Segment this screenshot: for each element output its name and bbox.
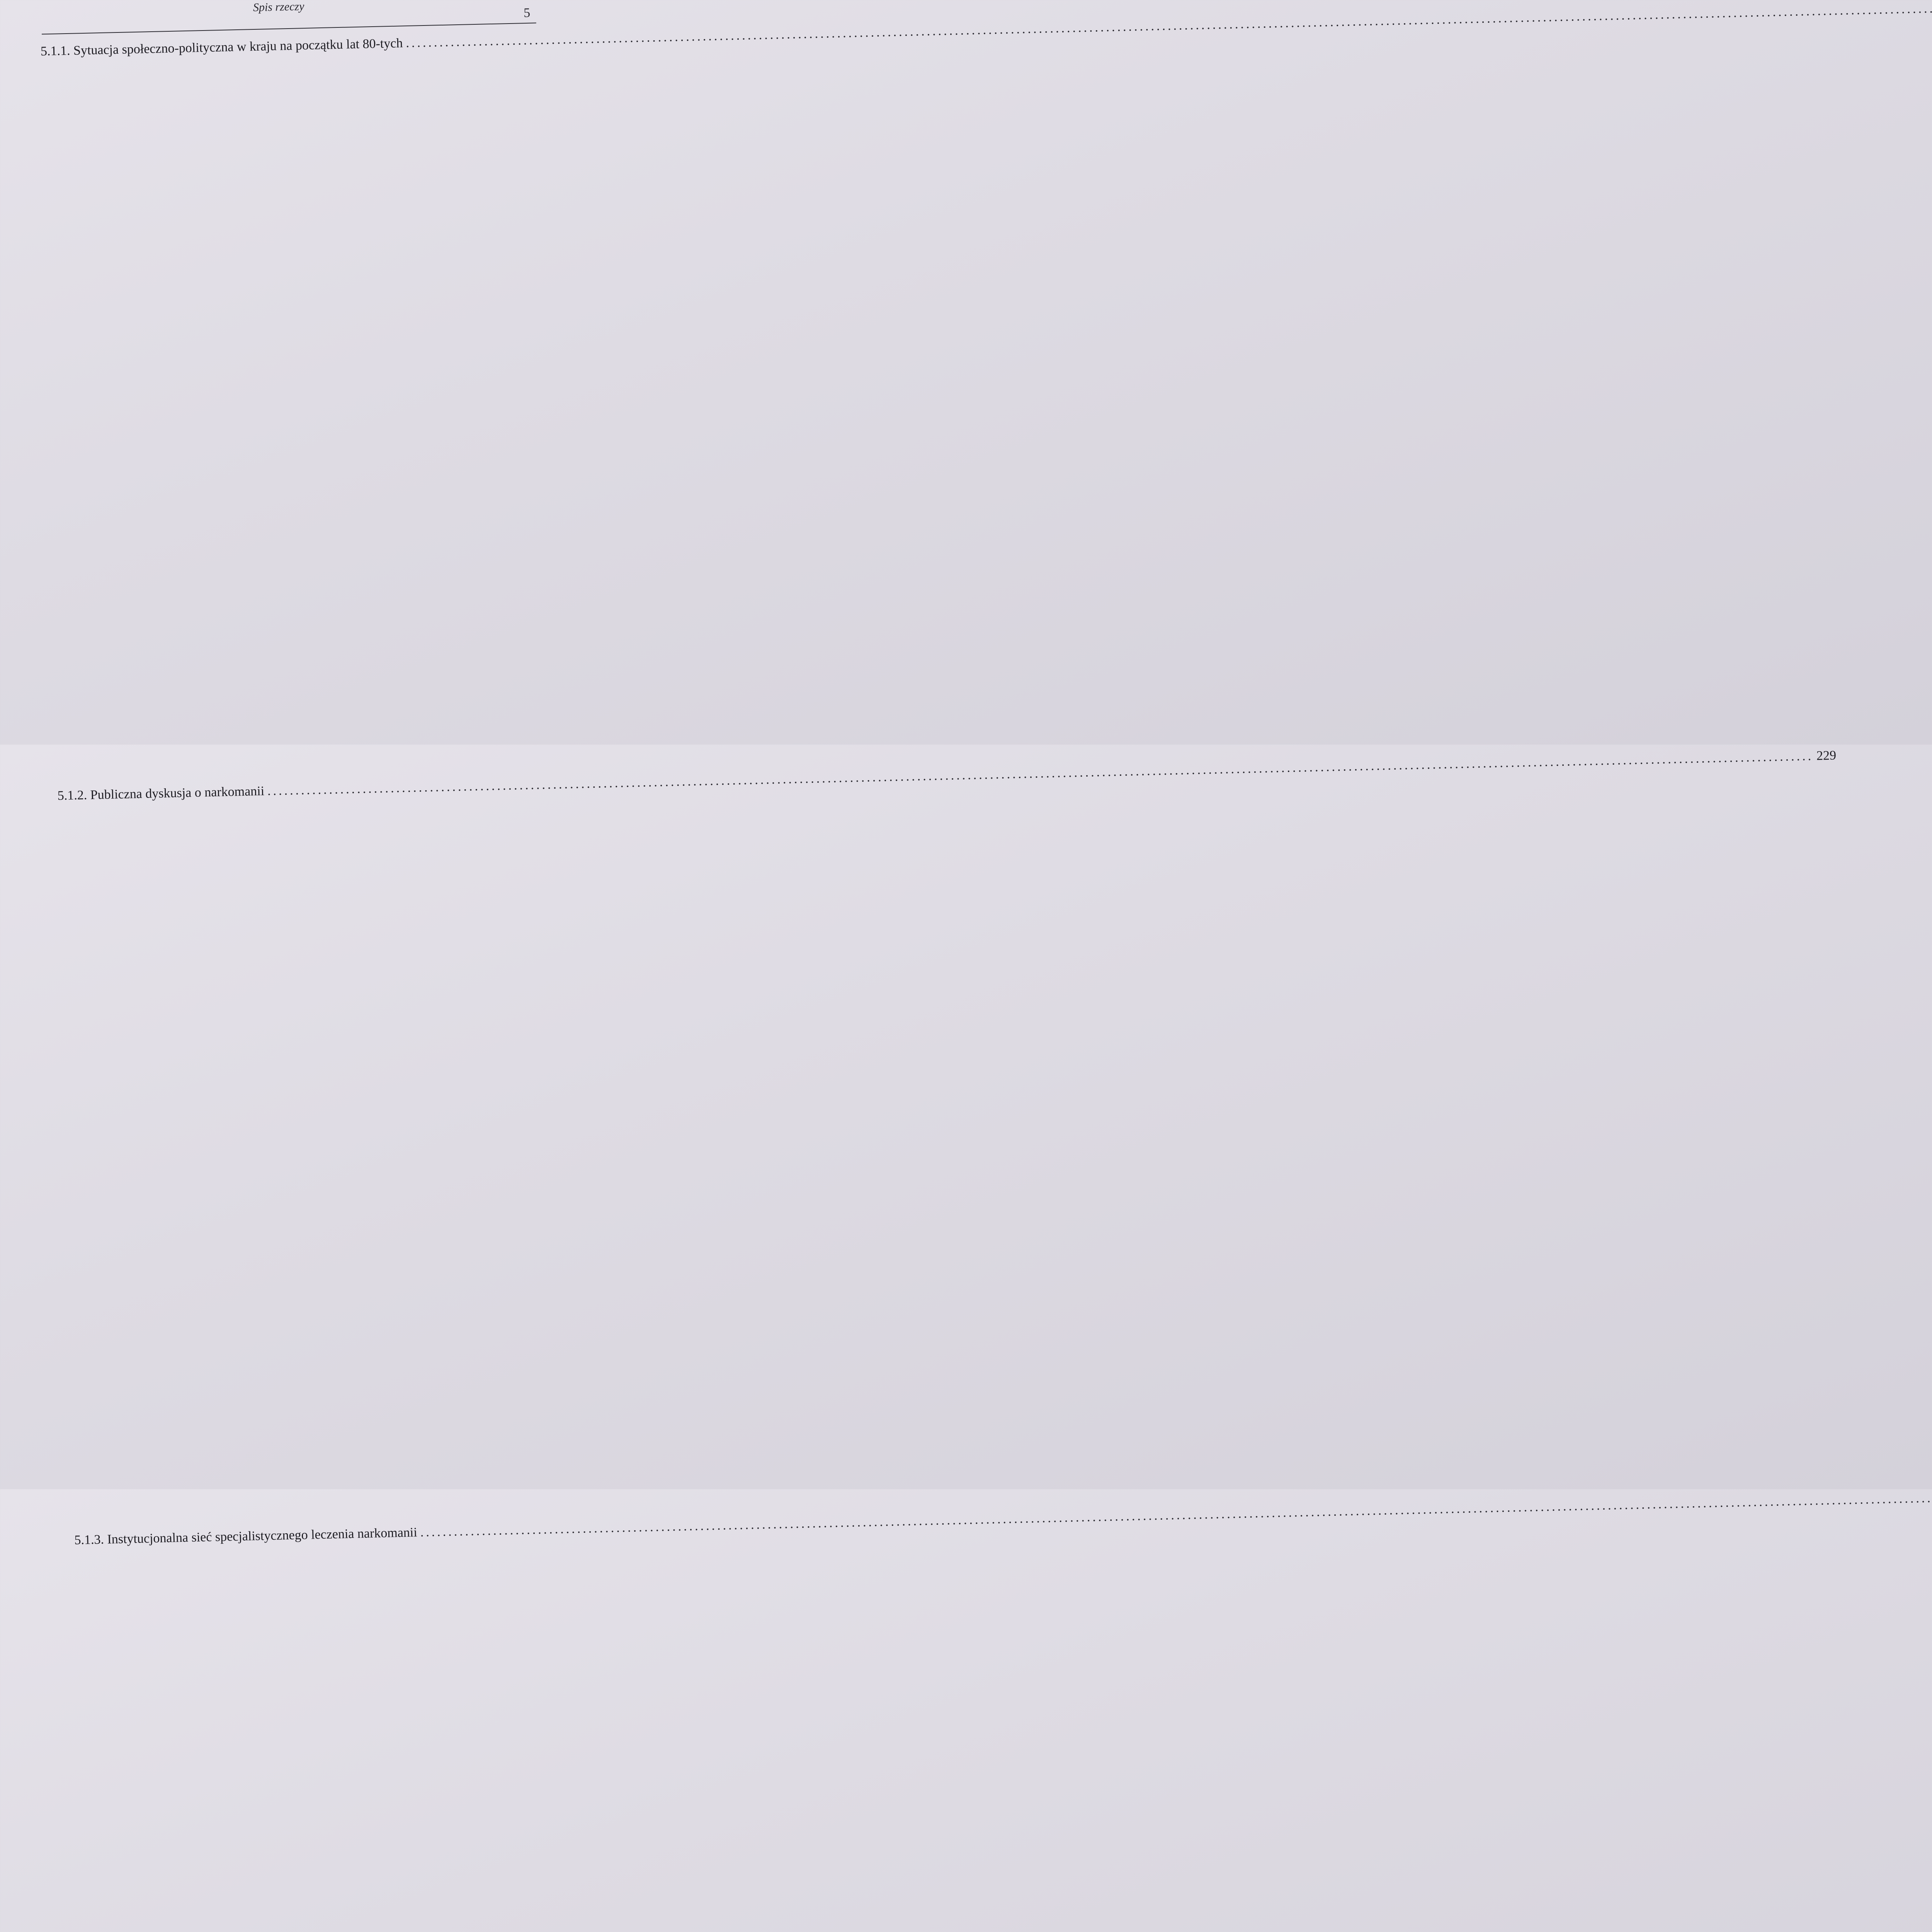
toc-entry-number: 5.1.1. — [40, 43, 70, 59]
toc-entry-number: 5.1.3. — [74, 1532, 104, 1548]
toc-entry — [41, 31, 556, 787]
page-number: 5 — [523, 5, 531, 20]
toc-entry-title: Instytucjonalna sieć specjalistycznego leczenia narkomanii — [107, 1525, 418, 1547]
toc-entry-number: 5.1.2. — [57, 788, 87, 803]
table-of-contents — [40, 31, 1837, 1932]
running-title: Spis rzeczy — [253, 0, 304, 14]
dot-leader — [406, 0, 1932, 53]
dot-leader — [420, 1488, 1932, 1542]
toc-entry — [74, 1520, 589, 1932]
toc-entry — [57, 748, 1837, 1531]
toc-entry-page: 229 — [1816, 748, 1837, 763]
toc-entry-title: Sytuacja społeczno-polityczna w kraju na początku lat 80-tych — [73, 36, 403, 58]
toc-entry-title: Publiczna dyskusja o narkomanii — [90, 784, 265, 803]
